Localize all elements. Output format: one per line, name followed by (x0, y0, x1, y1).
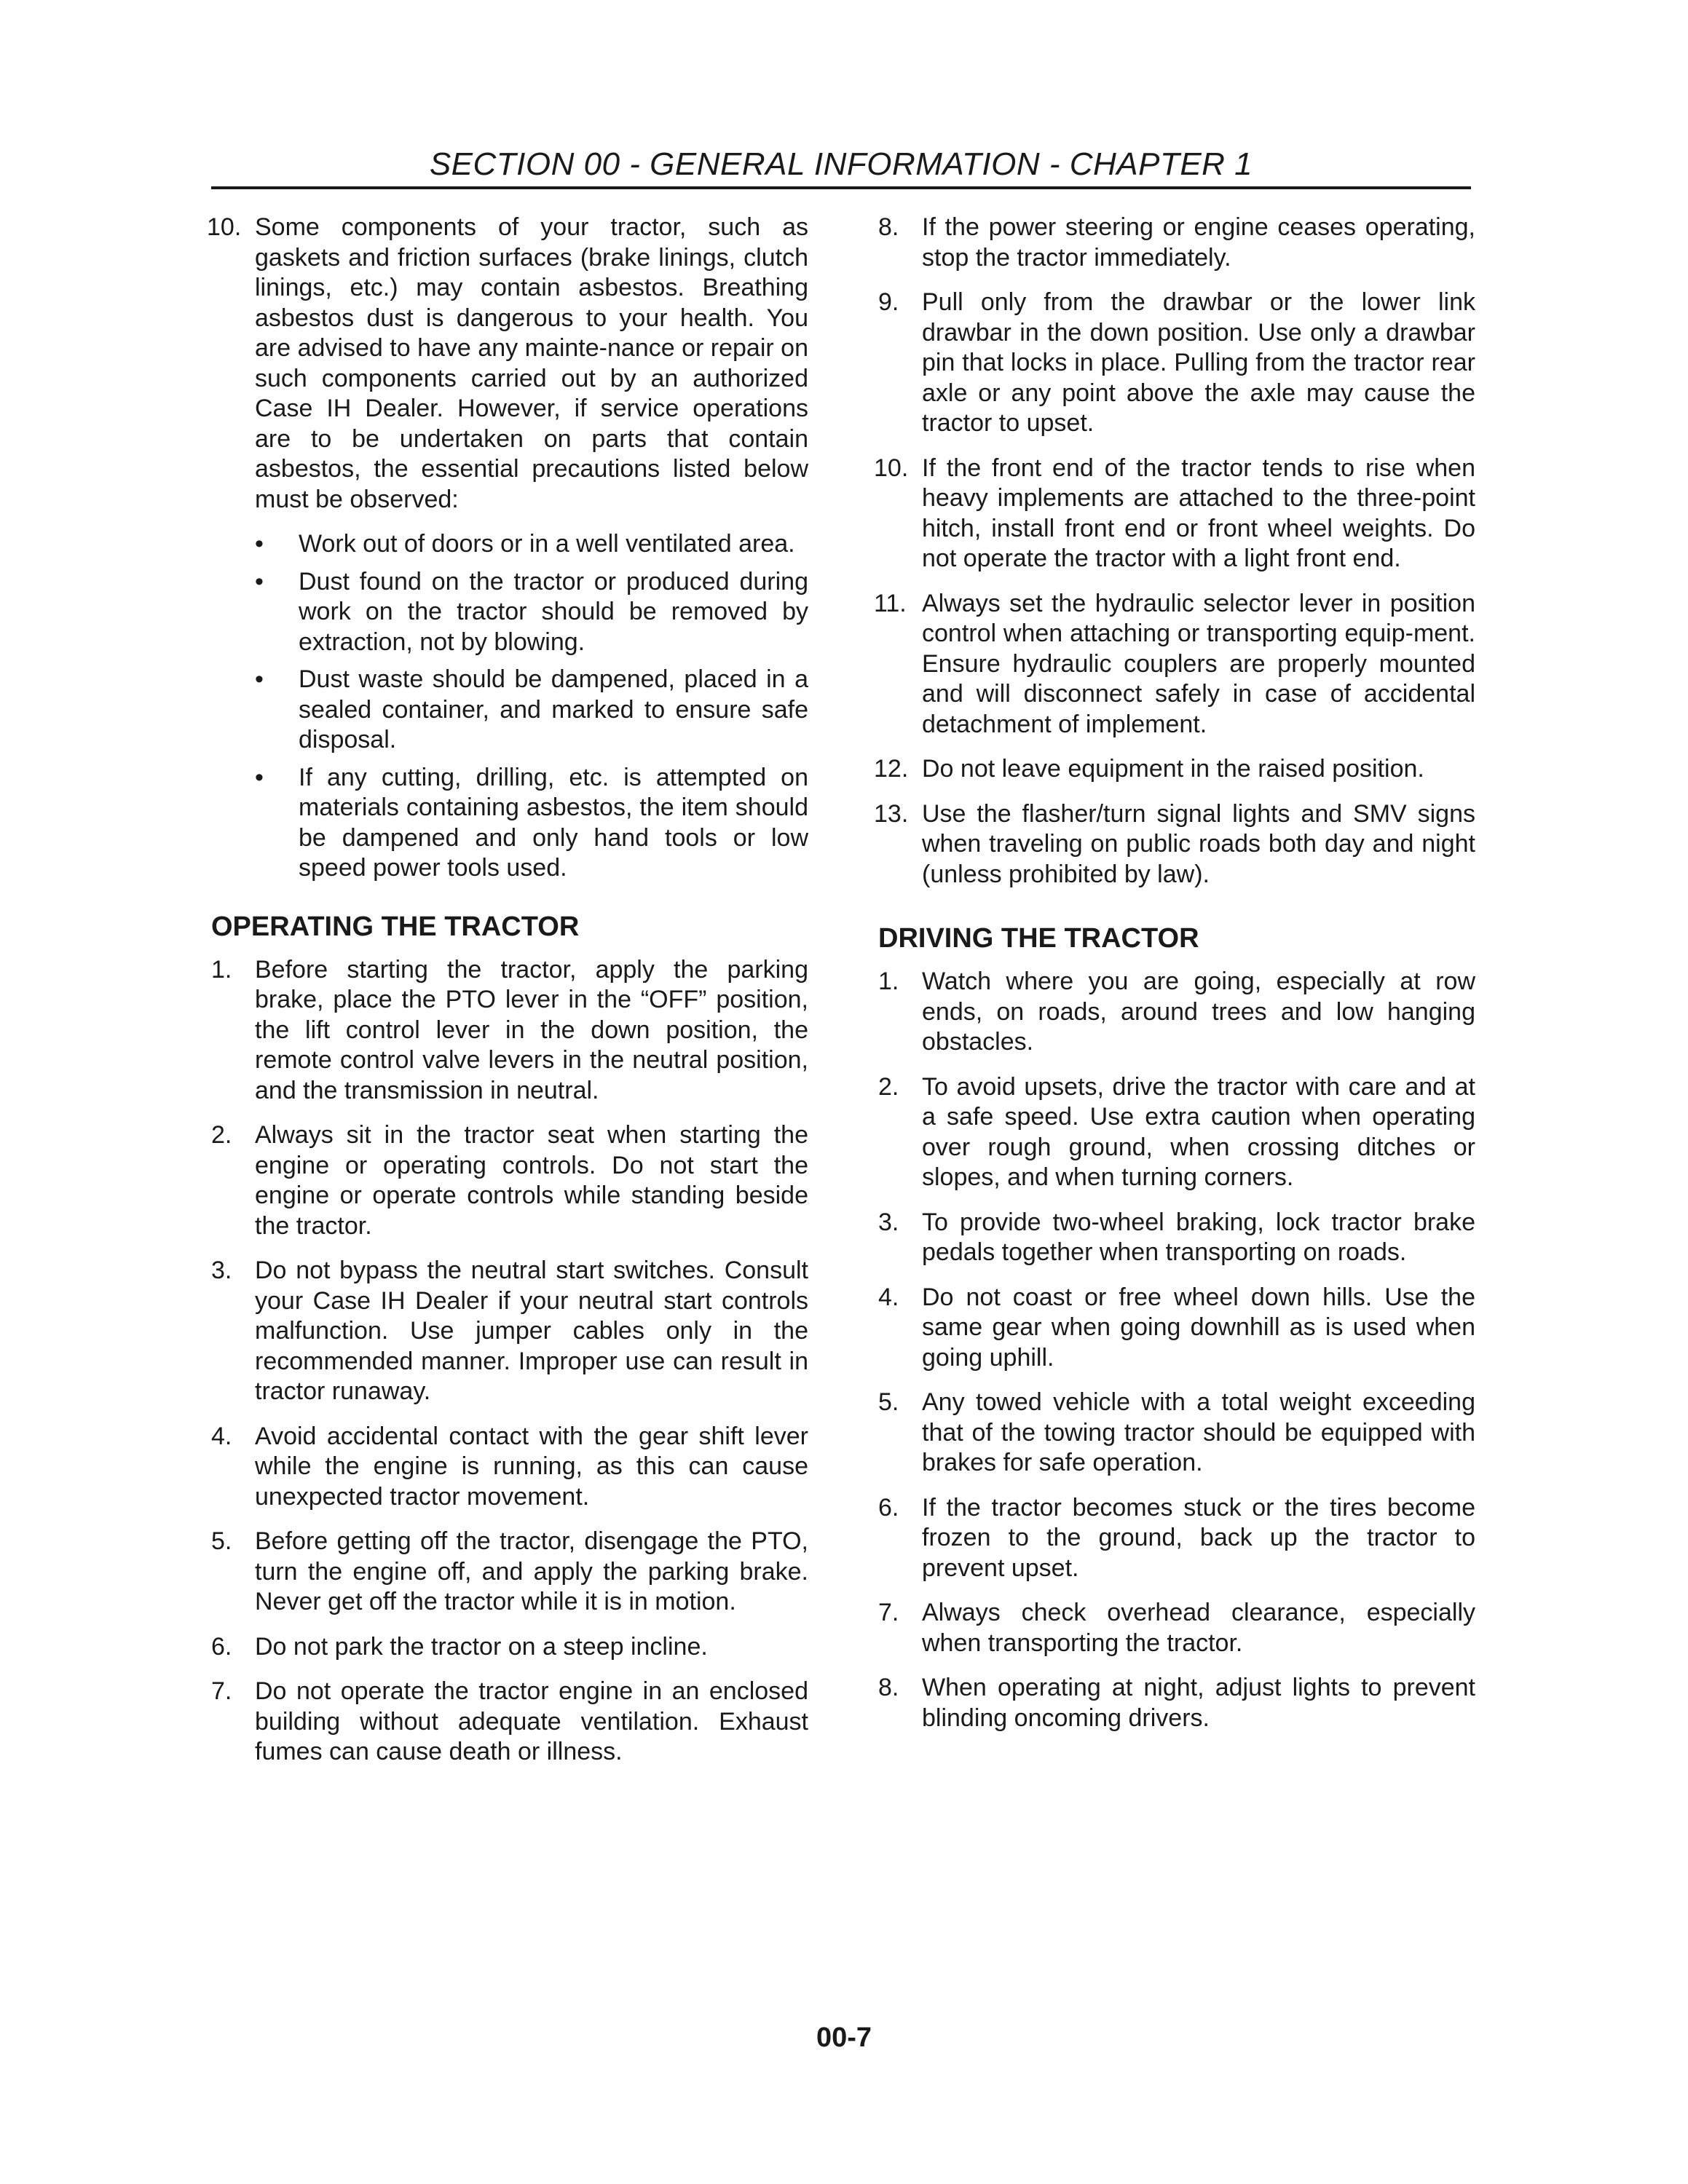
item-number: 6. (878, 1493, 899, 1522)
item-text: Do not coast or free wheel down hills. Use the same gear when going downhill as is used when going uphill. (922, 1283, 1475, 1372)
item-text: Always check overhead clearance, especially when transporting the tractor. (922, 1599, 1475, 1657)
list-item (211, 1527, 808, 1618)
left-column (207, 213, 808, 1782)
list-item (878, 1493, 1475, 1584)
page-number: 00-7 (816, 2022, 872, 2053)
item-number: 11. (874, 589, 907, 617)
bullet-item (255, 567, 808, 658)
item-text: Avoid accidental contact with the gear shift lever while the engine is running, as this can cause unexpected tractor movement. (255, 1422, 808, 1511)
list-item (878, 1388, 1475, 1479)
list-item (878, 1673, 1475, 1733)
bullet-item (255, 529, 808, 560)
bullet-item (255, 763, 808, 884)
item-text: Always sit in the tractor seat when starting the engine or operating controls. Do not start the engine or operate controls while standing beside the tractor. (255, 1121, 808, 1240)
item-text: If the tractor becomes stuck or the tires become frozen to the ground, back up the tractor to prevent upset. (922, 1493, 1475, 1582)
item-number: 8. (878, 213, 899, 241)
list-item (878, 1072, 1475, 1193)
item-number: 5. (211, 1527, 232, 1555)
list-item (878, 1598, 1475, 1658)
item-number: 4. (211, 1422, 232, 1450)
list-item (878, 967, 1475, 1058)
item-text: Before getting off the tractor, disengage the PTO, turn the engine off, and apply the parking brake. Never get off the tractor while it is in motion. (255, 1527, 808, 1615)
bullet-text: Dust found on the tractor or produced during work on the tractor should be removed by extraction, not by blowing. (299, 567, 808, 656)
section-heading-driving: DRIVING THE TRACTOR (878, 923, 1199, 954)
item-number: 7. (211, 1677, 232, 1705)
list-item (878, 1283, 1475, 1374)
asbestos-bullet-list (255, 529, 808, 884)
item-number: 12. (874, 755, 909, 783)
item-number: 13. (874, 799, 909, 828)
item-number: 4. (878, 1283, 899, 1311)
list-item (211, 955, 808, 1107)
list-item-asbestos (207, 213, 808, 884)
item-number: 9. (878, 288, 899, 316)
list-item (878, 288, 1475, 439)
item-text: Watch where you are going, especially at row ends, on roads, around trees and low hanging obstacles. (922, 968, 1475, 1056)
item-text: Use the flasher/turn signal lights and SMV signs when traveling on public roads both day and night (unless prohibited by law). (922, 799, 1475, 888)
bullet-text: Dust waste should be dampened, placed in a sealed container, and marked to ensure safe disposal. (299, 665, 808, 753)
list-item (874, 454, 1475, 574)
item-number: 3. (878, 1208, 899, 1236)
item-text: Do not leave equipment in the raised position. (922, 755, 1424, 783)
item-text: To provide two-wheel braking, lock tractor brake pedals together when transporting on roads. (922, 1208, 1475, 1266)
item-text: Some components of your tractor, such as gaskets and friction surfaces (brake linings, clutch linings, etc.) may contain asbestos. Breathing asbestos dust is dangerous to your health. You are advised to have any mainte-nance or repair on such components carried out by an authorized Case IH Dealer. However, if service operations are to be undertaken on parts that contain asbestos, the essential precautions listed below must be observed: (255, 213, 808, 513)
list-item (874, 799, 1475, 890)
item-number: 10. (874, 454, 909, 482)
right-column (874, 213, 1475, 1748)
item-number: 2. (878, 1072, 899, 1101)
bullet-icon: • (255, 530, 264, 558)
item-text: Pull only from the drawbar or the lower link drawbar in the down position. Use only a drawbar pin that locks in place. Pulling from the tractor rear axle or any point above the axle may cause the tractor to upset. (922, 288, 1475, 437)
list-item (211, 1422, 808, 1513)
item-text: When operating at night, adjust lights to prevent blinding oncoming drivers. (922, 1674, 1475, 1732)
bullet-text: Work out of doors or in a well ventilated area. (299, 530, 795, 558)
item-number: 3. (211, 1257, 232, 1284)
item-number: 7. (878, 1599, 899, 1626)
item-text: Do not bypass the neutral start switches. Consult your Case IH Dealer if your neutral start controls malfunction. Use jumper cables only in the recommended manner. Improper use can result in tractor runaway. (255, 1257, 808, 1405)
bullet-icon: • (255, 665, 264, 693)
list-item (878, 1208, 1475, 1268)
list-item (211, 1120, 808, 1241)
page-header-title: SECTION 00 - GENERAL INFORMATION - CHAPTER 1 (429, 146, 1253, 182)
item-text: Before starting the tractor, apply the parking brake, place the PTO lever in the “OFF” position, the lift control lever in the down position, the remote control valve levers in the neutral position, and the transmission in neutral. (255, 955, 808, 1104)
bullet-item (255, 665, 808, 756)
bullet-text: If any cutting, drilling, etc. is attempted on materials containing asbestos, the item should be dampened and only hand tools or low speed power tools used. (299, 763, 808, 882)
item-text: To avoid upsets, drive the tractor with care and at a safe speed. Use extra caution when operating over rough ground, when crossing ditches or slopes, and when turning corners. (922, 1072, 1475, 1191)
bullet-icon: • (255, 567, 264, 596)
item-text: Any towed vehicle with a total weight exceeding that of the towing tractor should be equipped with brakes for safe operation. (922, 1388, 1475, 1476)
item-text: If the front end of the tractor tends to rise when heavy implements are attached to the three-point hitch, install front end or front wheel weights. Do not operate the tractor with a light front end. (922, 454, 1475, 572)
item-number: 2. (211, 1121, 232, 1149)
item-number: 10. (207, 213, 242, 241)
item-number: 5. (878, 1388, 899, 1416)
item-number: 8. (878, 1674, 899, 1701)
section-heading-operating: OPERATING THE TRACTOR (211, 911, 580, 942)
list-item (211, 1632, 808, 1663)
item-text: Always set the hydraulic selector lever in position control when attaching or transporting equip-ment. Ensure hydraulic couplers are properly mounted and will disconnect safely in case of accidental detachment of implement. (922, 589, 1475, 738)
item-number: 1. (211, 955, 232, 984)
item-text: If the power steering or engine ceases operating, stop the tractor immediately. (922, 213, 1475, 272)
bullet-icon: • (255, 763, 264, 791)
header-rule (211, 186, 1471, 189)
item-text: Do not operate the tractor engine in an enclosed building without adequate ventilation. Exhaust fumes can cause death or illness. (255, 1677, 808, 1765)
list-item (211, 1677, 808, 1768)
list-item (874, 589, 1475, 740)
list-item (211, 1256, 808, 1407)
item-number: 1. (878, 968, 899, 995)
list-item (874, 754, 1475, 785)
item-text: Do not park the tractor on a steep incline. (255, 1632, 708, 1661)
list-item (878, 213, 1475, 273)
item-number: 6. (211, 1632, 232, 1661)
